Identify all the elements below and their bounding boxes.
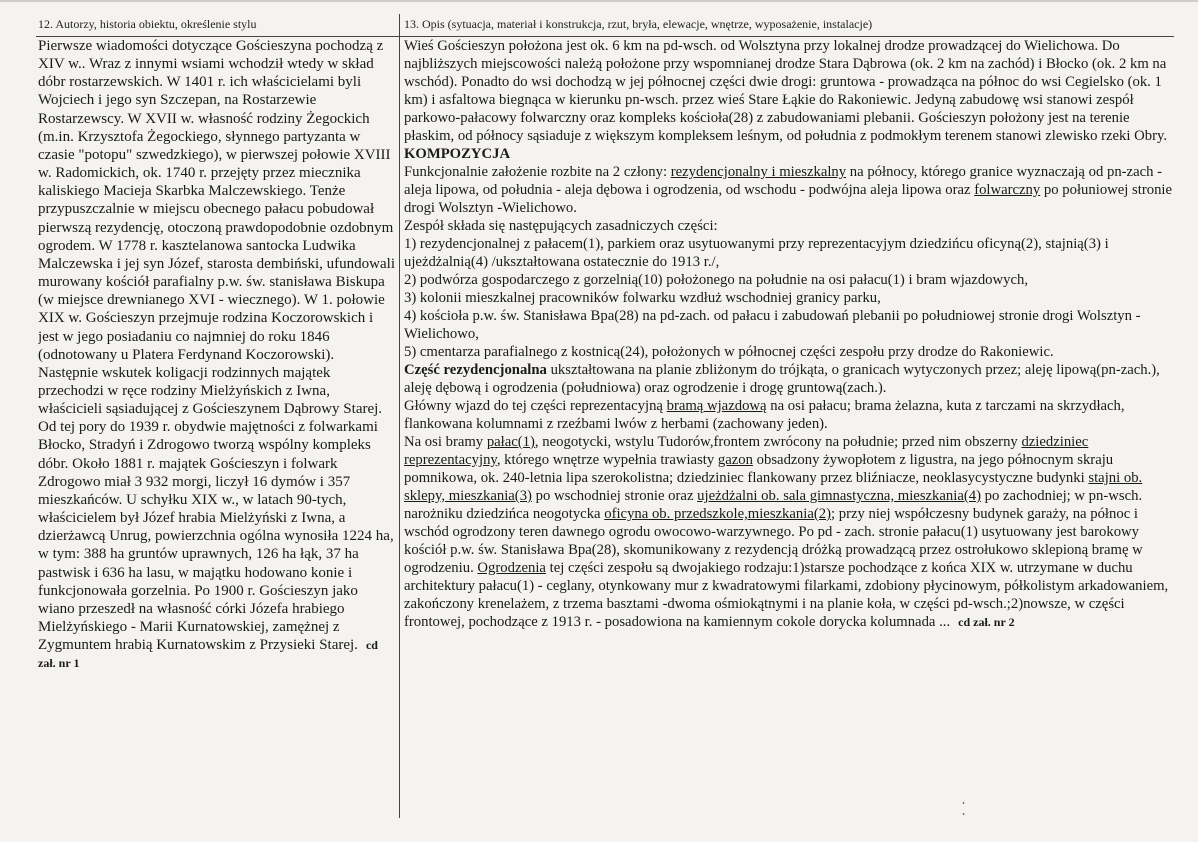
description-heading: 13. Opis (sytuacja, materiał i konstrukcja, rzut, bryła, elewacje, wnętrze, wyposażenie, instalacje)	[404, 17, 873, 31]
history-text	[38, 37, 396, 672]
history-heading: 12. Autorzy, historia obiektu, określenie stylu	[38, 17, 257, 31]
part-item-4: 4) kościoła p.w. św. Stanisława Bpa(28) na pd-zach. od pałacu i zabudowań plebanii po południowej stronie drogi Wolsztyn - Wielichowo,	[404, 308, 1141, 342]
description-continuation-ref: cd zał. nr 2	[958, 615, 1015, 629]
residential-paragraph: Część rezydencjonalna ukształtowana na planie zbliżonym do trójkąta, o granicach wytyczonych przez; aleję lipową(pn-zach.), aleję dębową i ogrodzenia (południowa) oraz ogrodzenie i drogę gruntową(zach.).	[404, 362, 1160, 396]
parts-intro: Zespół składa się następujących zasadniczych części:	[404, 218, 718, 234]
history-continuation-ref: cd zał. nr 1	[38, 638, 378, 671]
composition-paragraph: Funkcjonalnie założenie rozbite na 2 człony: rezydencjonalny i mieszkalny na północy, którego granice wyznaczają od pn-zach - aleja lipowa, od południa - aleja dębowa i ogrodzenia, od wschodu - podwójna aleja lipowa oraz folwarczny po połuniowej stronie drogi Wolsztyn -Wielichowo.	[404, 164, 1173, 216]
column-divider	[399, 14, 400, 818]
palace-paragraph: Na osi bramy pałac(1), neogotycki, wstylu Tudorów,frontem zwrócony na południe; przed nim obszerny dziedziniec reprezentacyjny, którego wnętrze wypełnia trawiasty gazon obsadzony żywopłotem z ligustra, na jego północnym skraju pomnikowa, ok. 240-letnia lipa szerokolistna; dziedziniec flankowany przez bliźniacze, neoklasycystyczne budynki stajni ob. sklepy, mieszkania(3) po wschodniej stronie oraz ujeżdżalni ob. sala gimnastyczna, mieszkania(4) po zachodniej; w pn-wsch. narożniku dziedzińca neogotycka oficyna ob. przedszkole,mieszkania(2); przy niej współczesny budynek garaży, na północ i wschód ogrodzony teren dawnego ogrodu owocowo-warzywnego. Po pd - zach. stronie pałacu(1) usytuowany jest barokowy kościół p.w. św. Stanisława Bpa(28), skomunikowany z rezydencją dróżką prowadzącą przez ostrołukowo sklepioną bramę w ogrodzeniu. Ogrodzenia tej części zespołu są dwojakiego rodzaju:1)starsze pochodzące z końca XIX w. utrzymane w duchu architektury pałacu(1) - ceglany, otynkowany mur z kwadratowymi filarkami, zdobiony płycinowym, półkolistym arkadowaniem, zakończony krenelażem, z trzema basztami -dwoma ośmiokątnymi i na planie koła, w części pd-wsch.;2)nowsze, w części frontowej, pochodzące z 1913 r. - posadowiona na kamiennym cokole dorycka kolumnada ... cd zał. nr 2	[404, 434, 1169, 630]
scan-specks	[962, 800, 965, 820]
history-column	[38, 17, 396, 672]
history-paragraph: Pierwsze wiadomości dotyczące Gościeszyna pochodzą z XIV w.. Wraz z innymi wsiami wchodził wtedy w skład dóbr rostarzewskich. W 1401 r. ich właścicielami byli Wojciech i jego syn Szczepan, na Rostarzewie Rostarzewscy. W XVII w. własność rodziny Żegockich (m.in. Krzysztofa Żegockiego, słynnego partyzanta w czasie "potopu" szwedzkiego), w pierwszej połowie XVIII w. Radomickich, ok. 1740 r. przejęty przez miecznika kaliskiego Macieja Skarbka Malczewskiego. Tenże przypuszczalnie w miejscu obecnego pałacu pobudował pierwszą rezydencję, otoczoną prawdopodobnie ozdobnym ogrodem. W 1778 r. kasztelanowa santocka Ludwika Malczewska i jej syn Józef, starosta dembiński, ufundowali murowany kościół parafialny p.w. św. stanisława Biskupa (w miejsce drewnianego XVI - wiecznego). W 1. połowie XIX w. Gościeszyn przejmuje rodzina Koczorowskich i jest w jego posiadaniu co najmniej do roku 1846 (odnotowany u Platera Ferdynand Koczorowski). Następnie wskutek koligacji rodzinnych majątek przechodzi w ręce rodziny Mielżyńskich z Iwna, właścicieli sąsiadującej z Gościeszynem Dąbrowy Starej. Od tej pory do 1939 r. obydwie majętności z folwarkami Błocko, Stradyń i Zdrogowo tworzą wspólny kompleks dóbr. Około 1881 r. majątek Gościeszyn i folwark Zdrogowo miał 3 932 morgi, liczył 16 dymów i 357 mieszkańców. U schyłku XIX w., w latach 90-tych, właścicielem był Józef hrabia Mielżyński z Iwna, a dzierżawcą Unrug, powierzchnia ogólna wynosiła 1224 ha, w tym: 388 ha gruntów uprawnych, 126 ha łąk, 37 ha pastwisk i 636 ha lasu, w majątku hodowano konie i funkcjonowała gorzelnia. Po 1900 r. Gościeszyn jako wiano przeszedł na własność córki Józefa hrabiego Mielżyńskiego - Marii Kurnatowskiej, zamężnej z Zygmuntem hrabią Kurnatowskim z Przysieki Starej. cd zał. nr 1	[38, 38, 395, 671]
location-paragraph: Wieś Gościeszyn położona jest ok. 6 km na pd-wsch. od Wolsztyna przy lokalnej drodze prowadzącej do Wielichowa. Do najbliższych miejscowości należą położone przy wspomnianej drodze Stara Dąbrowa (ok. 2 km na zachód) i Błocko (ok. 2 km na wschód). Ponadto do wsi dochodzą w jej północnej części dwie drogi: gruntowa - prowadząca na północ do wsi Cegielsko (ok. 1 km) i asfaltowa biegnąca w kierunku pn-wsch. przez wieś Stare Łąkie do Rakoniewic. Jedyną zabudowę wsi stanowi zespół parkowo-pałacowy folwarczny oraz kompleks kościoła(28) z zabudowaniami plebanii. Gościeszyn położony jest na terenie płaskim, od północy sąsiaduje z większym kompleksem leśnym, od południa z podmokłym terenem stanowi zlewisko rzeki Obry.	[404, 38, 1168, 144]
part-item-5: 5) cmentarza parafialnego z kostnicą(24), położonych w północnej części zespołu przy drodze do Rakoniewic.	[404, 344, 1054, 360]
gate-paragraph: Główny wjazd do tej części reprezentacyjną bramą wjazdową na osi pałacu; brama żelazna, kuta z tarczami na skrzydłach, flankowana kolumnami z rzeźbami lwów z herbami (zachowany jeden).	[404, 398, 1125, 432]
part-item-1: 1) rezydencjonalnej z pałacem(1), parkiem oraz usytuowanymi przy reprezentacyjym dziedzińcu oficyną(2), stajnią(3) i ujeżdżalnią(4) /ukształtowana ostatecznie do 1913 r./,	[404, 236, 1109, 270]
part-item-2: 2) podwórza gospodarczego z gorzelnią(10) położonego na południe na osi pałacu(1) i bram wjazdowych,	[404, 272, 1028, 288]
description-text	[404, 37, 1179, 631]
part-item-3: 3) kolonii mieszkalnej pracowników folwarku wzdłuż wschodniej granicy parku,	[404, 290, 881, 306]
description-column	[404, 17, 1179, 631]
composition-heading: KOMPOZYCJA	[404, 146, 511, 162]
page-top-edge	[0, 0, 1198, 2]
